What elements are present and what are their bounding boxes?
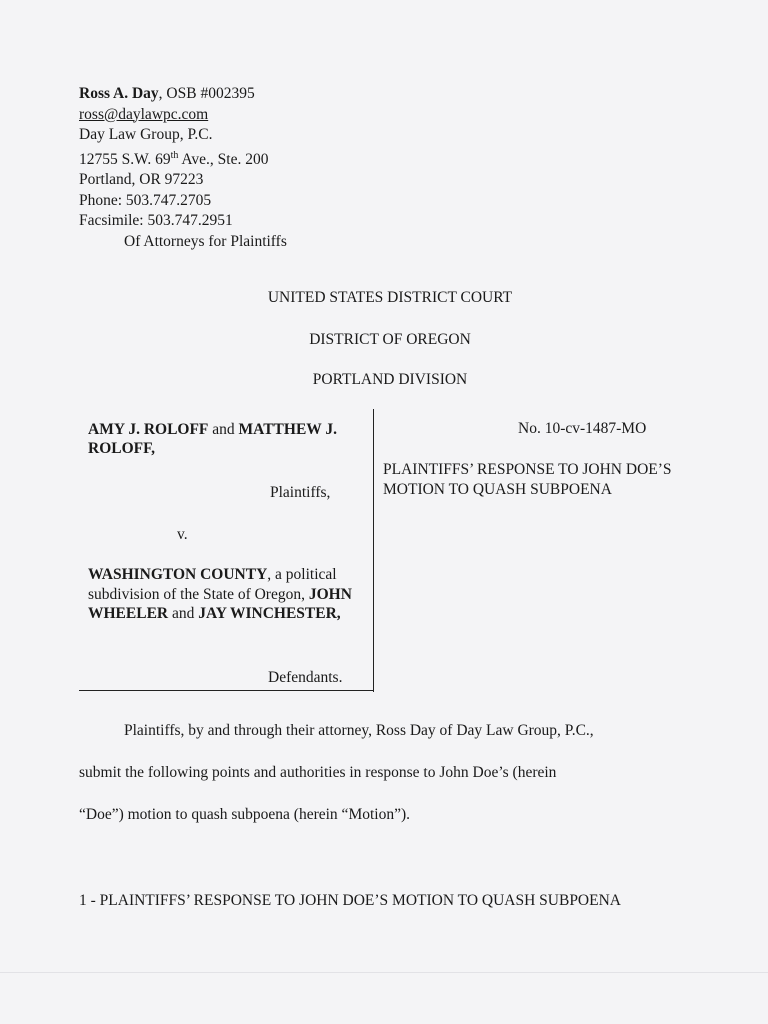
defendant-2: JOHN WHEELER: [88, 585, 352, 622]
plaintiff-conjunction: and: [208, 421, 239, 438]
defendant-3: JAY WINCHESTER: [198, 605, 337, 622]
firm-phone: Phone: 503.747.2705: [79, 191, 212, 209]
firm-name: Day Law Group, P.C.: [79, 126, 213, 143]
plaintiff-comma: ,: [151, 440, 156, 457]
firm-fax: Facsimile: 503.747.2951: [79, 212, 233, 230]
defendant-1-description: , a political subdivision of the State of Oregon,: [88, 566, 337, 603]
attorney-name: Ross A. Day: [79, 85, 159, 102]
attorney-role: Of Attorneys for Plaintiffs: [124, 232, 287, 250]
plaintiffs-block: [88, 420, 363, 458]
firm-city: Portland, OR 97223: [79, 171, 204, 189]
firm-address: [79, 146, 287, 171]
court-district: DISTRICT OF OREGON: [309, 331, 471, 348]
document-title: PLAINTIFFS’ RESPONSE TO JOHN DOE’S MOTION TO QUASH SUBPOENA: [383, 461, 672, 498]
defendant-comma: ,: [336, 605, 341, 622]
plaintiff-2: MATTHEW J. ROLOFF: [88, 421, 338, 457]
court-division: PORTLAND DIVISION: [312, 371, 468, 388]
attorney-bar-number: , OSB #002395: [158, 85, 255, 102]
body-line-2: submit the following points and authorities in response to John Doe’s (herein: [79, 764, 557, 781]
address-post: Ave., Ste. 200: [178, 150, 269, 168]
attorney-email[interactable]: ross@daylawpc.com: [79, 105, 209, 123]
defendants-block: [88, 565, 373, 624]
defendants-label: Defendants.: [268, 669, 343, 686]
address-superscript: th: [170, 149, 179, 161]
plaintiff-1: AMY J. ROLOFF: [88, 421, 209, 438]
court-name: UNITED STATES DISTRICT COURT: [267, 289, 513, 306]
versus-label: v.: [177, 526, 188, 543]
caption-vertical-rule: [373, 409, 374, 692]
defendant-1: WASHINGTON COUNTY: [88, 566, 268, 583]
defendant-conjunction: and: [168, 605, 199, 622]
body-line-3: “Doe”) motion to quash subpoena (herein “Motion”).: [79, 806, 411, 823]
case-number: No. 10-cv-1487-MO: [518, 420, 647, 437]
page-footer: 1 - PLAINTIFFS’ RESPONSE TO JOHN DOE’S MOTION TO QUASH SUBPOENA: [79, 892, 621, 909]
caption-horizontal-rule: [79, 690, 374, 691]
body-line-1: Plaintiffs, by and through their attorney, Ross Day of Day Law Group, P.C.,: [124, 722, 594, 739]
address-pre: 12755 S.W. 69: [79, 150, 171, 168]
footer-divider: [0, 972, 768, 973]
plaintiffs-label: Plaintiffs,: [270, 484, 331, 501]
body-paragraph: [79, 710, 689, 836]
attorney-header: [79, 84, 287, 252]
attorney-name-line: [79, 84, 287, 105]
